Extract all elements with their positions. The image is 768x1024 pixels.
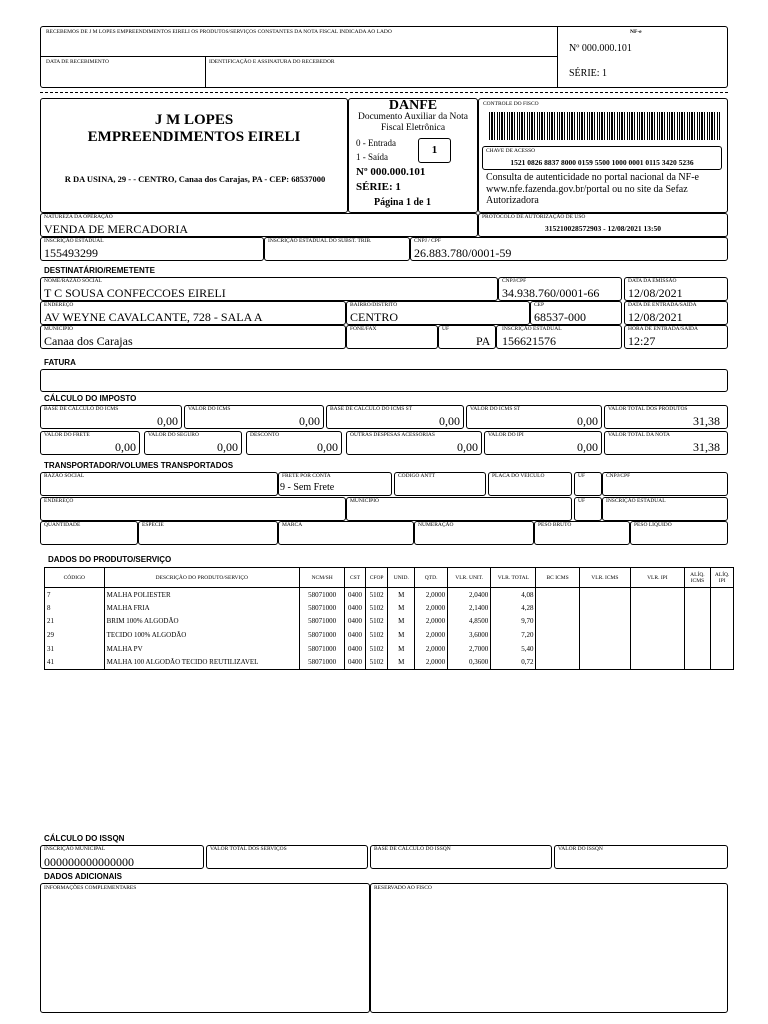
- dest-entrada-label: DATA DE ENTRADA/SAÍDA: [628, 302, 697, 308]
- seguro: 0,00: [217, 440, 238, 454]
- table-cell: MALHA FRIA: [104, 601, 299, 615]
- outras: 0,00: [457, 440, 478, 454]
- table-header-cell: ALÍQ. IPI: [711, 568, 734, 588]
- issqn-base-label: BASE DE CÁLCULO DO ISSQN: [374, 846, 451, 852]
- emitente-nome: [40, 112, 348, 147]
- dest-cnpj: 34.938.760/0001-66: [502, 286, 600, 300]
- consulta-texto: Consulta de autenticidade no portal nacional da NF-e www.nfe.fazenda.gov.br/portal ou no site da Sefaz Autorizadora: [486, 172, 699, 206]
- valor-icms-st-label: VALOR DO ICMS ST: [470, 406, 521, 412]
- table-cell: M: [388, 642, 415, 656]
- valor-icms-st: 0,00: [577, 414, 598, 428]
- transp-frete-label: FRETE POR CONTA: [282, 473, 331, 479]
- table-header-cell: QTD.: [415, 568, 448, 588]
- table-cell: M: [388, 628, 415, 642]
- canhoto-serie: SÉRIE: 1: [569, 68, 608, 79]
- emitente-nome-linha2: EMPREENDIMENTOS EIRELI: [87, 129, 301, 146]
- table-cell: 2,0000: [415, 655, 448, 669]
- table-cell: [579, 628, 630, 642]
- fatura-box: [40, 369, 728, 392]
- issqn-im-label: INSCRIÇÃO MUNICIPAL: [44, 846, 106, 852]
- transp-uf-label: UF: [578, 473, 586, 479]
- base-icms-st: 0,00: [439, 414, 460, 428]
- table-row: [45, 655, 734, 669]
- desconto-label: DESCONTO: [250, 432, 280, 438]
- ipi-label: VALOR DO IPI: [488, 432, 524, 438]
- base-icms-label: BASE DE CÁLCULO DO ICMS: [44, 406, 119, 412]
- canhoto-recebemos: RECEBEMOS DE J M LOPES EMPREENDIMENTOS EIRELI OS PRODUTOS/SERVIÇOS CONSTANTES DA NOTA FISCAL INDICADA AO LADO: [46, 29, 392, 35]
- barcode: [489, 112, 721, 140]
- seguro-label: VALOR DO SEGURO: [148, 432, 199, 438]
- dest-ie: 156621576: [502, 334, 556, 348]
- chave-valor: 1521 0826 8837 8000 0159 5500 1000 0001 0115 3420 5236: [510, 158, 694, 167]
- valor-icms: 0,00: [299, 414, 320, 428]
- dest-cnpj-label: CNPJ/CPF: [502, 278, 527, 284]
- transp-bruto-label: PESO BRUTO: [538, 522, 572, 528]
- table-cell: [631, 588, 684, 602]
- table-cell: M: [388, 655, 415, 669]
- table-cell: 31: [45, 642, 105, 656]
- table-cell: 58071000: [300, 588, 345, 602]
- table-cell: [711, 628, 734, 642]
- base-icms: 0,00: [157, 414, 178, 428]
- dest-ie-label: INSCRIÇÃO ESTADUAL: [502, 326, 562, 332]
- dest-entrada: 12/08/2021: [628, 310, 683, 324]
- chave-label: CHAVE DE ACESSO: [486, 148, 536, 154]
- table-header-cell: NCM/SH: [300, 568, 345, 588]
- transp-municipio-label: MUNICÍPIO: [350, 498, 380, 504]
- table-cell: 2,0000: [415, 615, 448, 629]
- table-cell: [711, 655, 734, 669]
- dest-endereco-label: ENDEREÇO: [44, 302, 74, 308]
- danfe-serie: SÉRIE: 1: [356, 181, 401, 193]
- table-cell: 9,70: [491, 615, 536, 629]
- transp-liquido-label: PESO LÍQUIDO: [634, 522, 672, 528]
- table-cell: MALHA POLIESTER: [104, 588, 299, 602]
- table-cell: 0,72: [491, 655, 536, 669]
- table-cell: 4,08: [491, 588, 536, 602]
- table-cell: 2,0000: [415, 601, 448, 615]
- dest-hora-label: HORA DE ENTRADA/SAÍDA: [628, 326, 698, 332]
- table-header-cell: DESCRIÇÃO DO PRODUTO/SERVIÇO: [104, 568, 299, 588]
- table-cell: [631, 615, 684, 629]
- table-cell: 0400: [345, 655, 366, 669]
- table-cell: 5102: [365, 655, 388, 669]
- transp-marca-label: MARCA: [282, 522, 303, 528]
- total-nota-label: VALOR TOTAL DA NOTA: [608, 432, 671, 438]
- transp-endereco-label: ENDEREÇO: [44, 498, 74, 504]
- table-cell: [536, 601, 579, 615]
- issqn-servicos-label: VALOR TOTAL DOS SERVIÇOS: [210, 846, 287, 852]
- protocolo-valor: 315210028572903 - 12/08/2021 13:50: [544, 224, 662, 233]
- canhoto-data-recebimento-label: DATA DE RECEBIMENTO: [46, 59, 110, 65]
- dest-uf: PA: [476, 334, 491, 348]
- table-cell: 2,0000: [415, 642, 448, 656]
- danfe-subtitle: Documento Auxiliar da Nota Fiscal Eletrônica: [357, 112, 468, 133]
- table-header-cell: CFOP: [365, 568, 388, 588]
- table-cell: 0400: [345, 642, 366, 656]
- dest-bairro-label: BAIRRO/DISTRITO: [350, 302, 398, 308]
- table-cell: [631, 655, 684, 669]
- table-cell: [684, 615, 711, 629]
- table-cell: 21: [45, 615, 105, 629]
- dest-municipio: Canaa dos Carajas: [44, 334, 133, 348]
- danfe-pagina: Página 1 de 1: [374, 197, 431, 208]
- table-header-cell: UNID.: [388, 568, 415, 588]
- table-cell: 8: [45, 601, 105, 615]
- table-cell: [631, 642, 684, 656]
- transp-ie-label: INSCRIÇÃO ESTADUAL: [606, 498, 666, 504]
- table-cell: 2,1400: [448, 601, 491, 615]
- table-cell: M: [388, 601, 415, 615]
- danfe-entrada: 0 - Entrada: [356, 138, 396, 148]
- table-cell: [579, 615, 630, 629]
- table-cell: 2,7000: [448, 642, 491, 656]
- desconto: 0,00: [317, 440, 338, 454]
- table-cell: 58071000: [300, 642, 345, 656]
- ie-valor: 155493299: [44, 246, 98, 260]
- table-cell: [684, 601, 711, 615]
- dest-cep-label: CEP: [534, 302, 545, 308]
- table-cell: 4,8500: [448, 615, 491, 629]
- table-cell: [579, 655, 630, 669]
- frete: 0,00: [115, 440, 136, 454]
- table-cell: 5102: [365, 601, 388, 615]
- table-cell: M: [388, 615, 415, 629]
- table-cell: [631, 628, 684, 642]
- valor-icms-label: VALOR DO ICMS: [188, 406, 231, 412]
- ie-label: INSCRIÇÃO ESTADUAL: [44, 238, 104, 244]
- transp-qtd-label: QUANTIDADE: [44, 522, 81, 528]
- table-cell: 5,40: [491, 642, 536, 656]
- dest-hora: 12:27: [628, 334, 656, 348]
- dest-endereco: AV WEYNE CAVALCANTE, 728 - SALA A: [44, 310, 263, 324]
- info-label: INFORMAÇÕES COMPLEMENTARES: [44, 885, 137, 891]
- table-cell: [579, 642, 630, 656]
- table-cell: 58071000: [300, 615, 345, 629]
- ipi: 0,00: [577, 440, 598, 454]
- table-cell: 0,3600: [448, 655, 491, 669]
- table-cell: 0400: [345, 588, 366, 602]
- base-icms-st-label: BASE DE CÁLCULO DO ICMS ST: [330, 406, 413, 412]
- transp-uf2-label: UF: [578, 498, 586, 504]
- table-cell: TECIDO 100% ALGODÃO: [104, 628, 299, 642]
- table-cell: 58071000: [300, 655, 345, 669]
- table-header-cell: CST: [345, 568, 366, 588]
- danfe-saida: 1 - Saída: [356, 152, 388, 162]
- table-cell: 5102: [365, 628, 388, 642]
- table-cell: 7,20: [491, 628, 536, 642]
- danfe-tipo: 1: [431, 144, 438, 156]
- table-cell: [536, 642, 579, 656]
- table-cell: 0400: [345, 601, 366, 615]
- table-header-cell: ALÍQ. ICMS: [684, 568, 711, 588]
- table-cell: 5102: [365, 588, 388, 602]
- table-cell: 3,6000: [448, 628, 491, 642]
- table-cell: [536, 615, 579, 629]
- table-row: [45, 642, 734, 656]
- table-header-cell: VLR. TOTAL: [491, 568, 536, 588]
- table-cell: 0400: [345, 628, 366, 642]
- imposto-section: CÁLCULO DO IMPOSTO: [44, 394, 137, 403]
- dest-municipio-label: MUNICÍPIO: [44, 326, 74, 332]
- transp-antt-label: CÓDIGO ANTT: [398, 473, 436, 479]
- table-cell: MALHA 100 ALGODÃO TECIDO REUTILIZAVEL: [104, 655, 299, 669]
- table-row: [45, 601, 734, 615]
- cnpj-emit-valor: 26.883.780/0001-59: [414, 246, 512, 260]
- issqn-section: CÁLCULO DO ISSQN: [44, 834, 125, 843]
- table-cell: 2,0000: [415, 628, 448, 642]
- fisco-box: [370, 883, 728, 1013]
- fatura-section: FATURA: [44, 358, 76, 367]
- table-cell: BRIM 100% ALGODÃO: [104, 615, 299, 629]
- table-cell: [536, 588, 579, 602]
- emitente-endereco: R DA USINA, 29 - - CENTRO, Canaa dos Carajas, PA - CEP: 68537000: [64, 174, 326, 184]
- dest-fone-label: FONE/FAX: [350, 326, 377, 332]
- table-cell: 0400: [345, 615, 366, 629]
- table-cell: 2,0000: [415, 588, 448, 602]
- table-cell: [711, 642, 734, 656]
- table-cell: [631, 601, 684, 615]
- fisco-label: RESERVADO AO FISCO: [374, 885, 432, 891]
- protocolo-label: PROTOCOLO DE AUTORIZAÇÃO DE USO: [482, 214, 586, 220]
- table-cell: 41: [45, 655, 105, 669]
- table-cell: [579, 601, 630, 615]
- table-cell: 5102: [365, 642, 388, 656]
- canhoto-numero: Nº 000.000.101: [569, 43, 632, 54]
- table-row: [45, 588, 734, 602]
- dest-bairro: CENTRO: [350, 310, 398, 324]
- total-nota: 31,38: [693, 440, 720, 454]
- total-produtos: 31,38: [693, 414, 720, 428]
- table-cell: [711, 588, 734, 602]
- table-row: [45, 628, 734, 642]
- danfe-tipo-box: [418, 138, 451, 163]
- table-cell: 58071000: [300, 601, 345, 615]
- table-cell: [684, 628, 711, 642]
- dest-uf-label: UF: [442, 326, 450, 332]
- table-cell: [536, 628, 579, 642]
- transp-frete: 9 - Sem Frete: [280, 482, 335, 493]
- table-cell: [684, 588, 711, 602]
- ie-st-label: INSCRIÇÃO ESTADUAL DO SUBST. TRIB.: [268, 238, 372, 244]
- produtos-section: DADOS DO PRODUTO/SERVIÇO: [48, 555, 172, 564]
- table-header-cell: VLR. IPI: [631, 568, 684, 588]
- destinatario-section: DESTINATÁRIO/REMETENTE: [44, 266, 155, 275]
- transportador-section: TRANSPORTADOR/VOLUMES TRANSPORTADOS: [44, 461, 234, 470]
- dest-emissao-label: DATA DA EMISSÃO: [628, 278, 677, 284]
- transp-razao-label: RAZÃO SOCIAL: [44, 473, 85, 479]
- table-header-cell: VLR. UNIT.: [448, 568, 491, 588]
- transp-placa-label: PLACA DO VEÍCULO: [492, 473, 545, 479]
- frete-label: VALOR DO FRETE: [44, 432, 90, 438]
- total-produtos-label: VALOR TOTAL DOS PRODUTOS: [608, 406, 688, 412]
- table-cell: [684, 642, 711, 656]
- table-header-cell: VLR. ICMS: [579, 568, 630, 588]
- table-cell: [536, 655, 579, 669]
- issqn-valor-label: VALOR DO ISSQN: [558, 846, 603, 852]
- transp-endereco-box: [40, 497, 346, 521]
- table-cell: 2,0400: [448, 588, 491, 602]
- table-cell: 4,28: [491, 601, 536, 615]
- table-header: [45, 568, 734, 588]
- natureza-valor: VENDA DE MERCADORIA: [44, 222, 188, 236]
- table-cell: MALHA PV: [104, 642, 299, 656]
- transp-numeracao-label: NUMERAÇÃO: [418, 522, 454, 528]
- table-row: [45, 615, 734, 629]
- table-cell: M: [388, 588, 415, 602]
- table-cell: 29: [45, 628, 105, 642]
- transp-cnpj-label: CNPJ/CPF: [606, 473, 631, 479]
- table-cell: [711, 601, 734, 615]
- transp-especie-label: ESPÉCIE: [142, 522, 164, 528]
- produtos-table: [44, 567, 734, 670]
- emitente-nome-linha1: J M LOPES: [154, 112, 234, 128]
- adicionais-section: DADOS ADICIONAIS: [44, 872, 122, 881]
- natureza-label: NATUREZA DA OPERAÇÃO: [44, 214, 113, 220]
- issqn-im: 000000000000000: [44, 855, 134, 869]
- table-cell: 5102: [365, 615, 388, 629]
- table-cell: 7: [45, 588, 105, 602]
- info-box: [40, 883, 370, 1013]
- outras-label: OUTRAS DESPESAS ACESSÓRIAS: [350, 432, 435, 438]
- table-cell: [579, 588, 630, 602]
- controle-fisco-label: CONTROLE DO FISCO: [483, 101, 539, 107]
- table-cell: [711, 615, 734, 629]
- canhoto-identificacao-label: IDENTIFICAÇÃO E ASSINATURA DO RECEBEDOR: [209, 59, 335, 65]
- danfe-numero: Nº 000.000.101: [356, 166, 426, 178]
- canhoto-nfe-label: NF-e: [630, 29, 642, 35]
- dest-nome-label: NOME/RAZÃO SOCIAL: [44, 278, 102, 284]
- table-header-cell: BC ICMS: [536, 568, 579, 588]
- dest-nome: T C SOUSA CONFECCOES EIRELI: [44, 286, 226, 300]
- table-cell: 58071000: [300, 628, 345, 642]
- dest-cep: 68537-000: [534, 310, 586, 324]
- transp-municipio-box: [346, 497, 572, 521]
- cnpj-emit-label: CNPJ / CPF: [414, 238, 441, 244]
- dest-emissao: 12/08/2021: [628, 286, 683, 300]
- table-cell: [684, 655, 711, 669]
- danfe-title: DANFE: [388, 98, 438, 113]
- table-header-cell: CÓDIGO: [45, 568, 105, 588]
